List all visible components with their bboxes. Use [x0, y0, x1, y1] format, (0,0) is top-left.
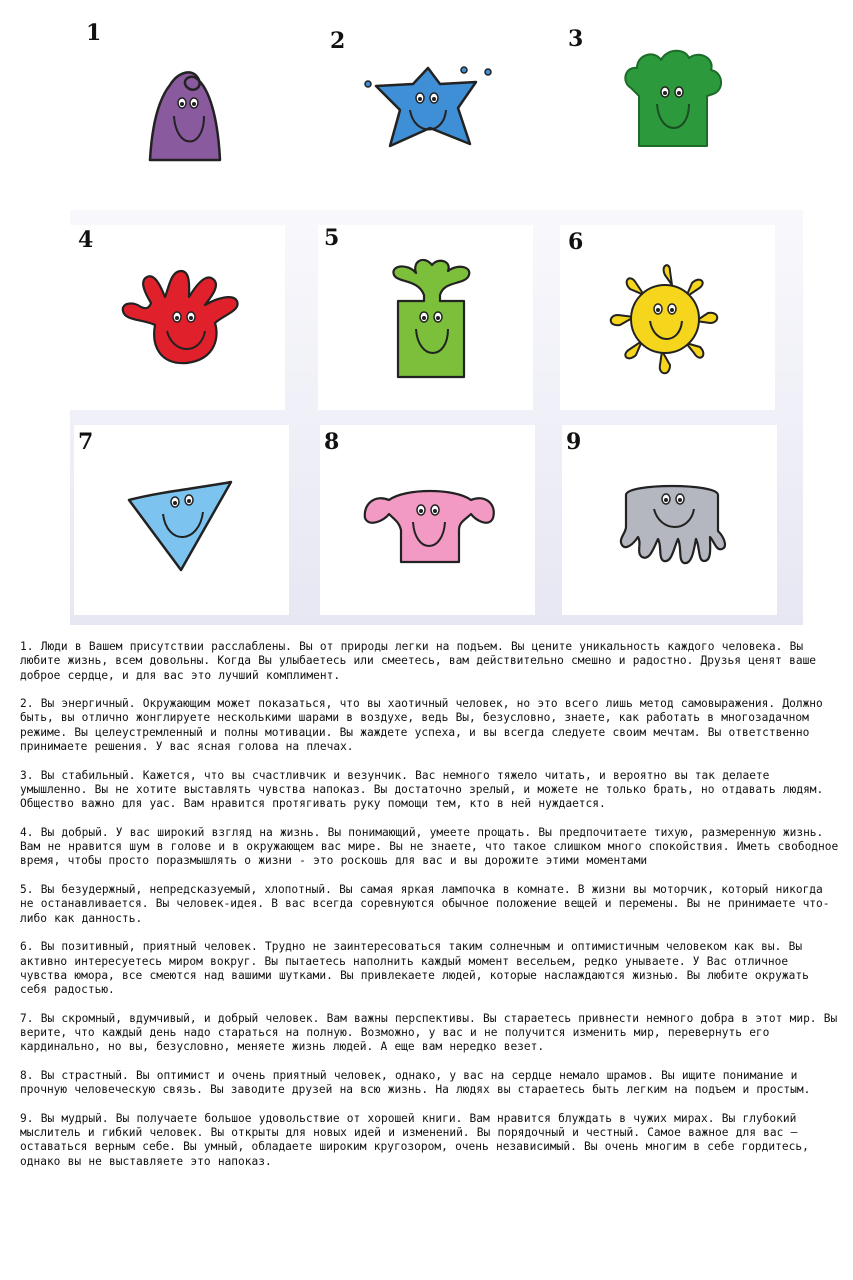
sun-creature-icon: [600, 255, 730, 385]
figure-cell-2: [328, 10, 543, 195]
figure-number-6: 6: [568, 229, 584, 255]
star-creature-icon: [358, 60, 498, 160]
description-8: 8. Вы страстный. Вы оптимист и очень приятный человек, однако, у вас на сердце немало шрамов. Вы ищите понимание и прочную человеческую связь. Вы заводите друзей на всю жизнь. На людях вы стараетесь быть легким на подъем и простым.: [20, 1068, 811, 1097]
figure-cell-9: [562, 425, 777, 615]
figure-number-3: 3: [568, 26, 584, 52]
figure-number-1: 1: [86, 20, 102, 46]
figure-number-2: 2: [330, 28, 346, 54]
description-7: 7. Вы скромный, вдумчивый, и добрый человек. Вам важны перспективы. Вы стараетесь привнести немного добра в этот мир. Вы верите, что каждый день надо стараться на полную. Возможно, у вас и не получится изменить мир, перевернуть его кардинально, но вы, безусловно, меняете жизнь людей. А еще вам нередко везет.: [20, 1011, 838, 1054]
figure-cell-6: [560, 225, 775, 410]
figures-grid: [70, 10, 803, 620]
description-3: 3. Вы стабильный. Кажется, что вы счастливчик и везунчик. Вас немного тяжело читать, и вероятно вы так делаете умышленно. Вы не хотите выставлять чувства напоказ. Вы достаточно зрелый, и можете не только брать, но отдавать людям. Общество важно для уас. Вам нравится протягивать руку помощи тем, кто в ней нуждается.: [20, 768, 824, 811]
descriptions-list: [20, 640, 840, 1183]
octopus-creature-icon: [612, 475, 732, 575]
description-1: 1. Люди в Вашем присутствии расслаблены. Вы от природы легки на подъем. Вы цените уникальность каждого человека. Вы любите жизнь, всем довольны. Когда Вы улыбаетесь или смеетесь, вам действительно смешно и радостно. Друзья ценят ваше доброе сердце, и для вас это лучший комплимент.: [20, 640, 817, 682]
figure-cell-1: [70, 10, 285, 195]
description-6: 6. Вы позитивный, приятный человек. Трудно не заинтересоваться таким солнечным и оптимистичным человеком как вы. Вы активно интересуетесь миром вокруг. Вы пытаетесь наполнить каждый момент весельем, редко унываете. У Вас отличное чувства юмора, все смеются над вашими шутками. Вы привлекаете людей, которые наслаждаются жизнью. Вы любите окружать себя радостью.: [20, 940, 809, 997]
figure-cell-4: [70, 225, 285, 410]
sprout-box-creature-icon: [378, 255, 488, 395]
tree-creature-icon: [615, 44, 735, 154]
hand-creature-icon: [115, 263, 255, 373]
triangle-creature-icon: [119, 470, 239, 580]
figure-cell-5: [318, 225, 533, 410]
description-9: 9. Вы мудрый. Вы получаете большое удовольствие от хорошей книги. Вам нравится блуждать в чужих мирах. Вы глубокий мыслитель и гибкий человек. Вы открыты для новых идей и изменений. Вы порядочный и честный. Самое важное для вас — оставаться верным себе. Вы умный, обладаете широким кругозором, очень независимый. Вы очень многим в себе гордитесь, однако вы не выставляете это напоказ.: [20, 1111, 809, 1168]
figure-number-9: 9: [566, 429, 582, 455]
description-4: 4. Вы добрый. У вас широкий взгляд на жизнь. Вы понимающий, умеете прощать. Вы предпочитаете тихую, размеренную жизнь. Вам не нравится шум в голове и в окружающем вас мире. Вы не знаете, что такое слишком много спокойствия. Иметь свободное время, чтобы просто поразмышлять о жизни - это роскошь для вас и вы дорожите этими моментами: [20, 825, 839, 868]
description-2: 2. Вы энергичный. Окружающим может показаться, что вы хаотичный человек, но это всего лишь метод самовыражения. Должно быть, вы отлично жонглируете несколькими шарами в воздухе, ведь Вы, безусловно, знаете, как работать в многозадачном режиме. Вы целеустремленный и полны мотивации. Вы жаждете успеха, и вы всегда следуете своим мечтам. Вы ответственно принимаете решения. У вас ясная голова на плечах.: [20, 697, 823, 754]
figure-number-4: 4: [78, 227, 94, 253]
figure-cell-7: [74, 425, 289, 615]
description-5: 5. Вы безудержный, непредсказуемый, хлопотный. Вы самая яркая лампочка в комнате. В жизни вы моторчик, который никогда не останавливается. Вы человек-идея. В вас всегда соревнуются обычное положение вещей и перемены. Вы не принимаете что-либо как данность.: [20, 883, 830, 925]
figure-number-5: 5: [324, 225, 340, 251]
figure-cell-8: [320, 425, 535, 615]
figure-number-7: 7: [78, 429, 94, 455]
figure-cell-3: [560, 10, 775, 195]
figure-number-8: 8: [324, 429, 340, 455]
mushroom-creature-icon: [355, 480, 505, 570]
curl-hat-creature-icon: [130, 50, 240, 170]
